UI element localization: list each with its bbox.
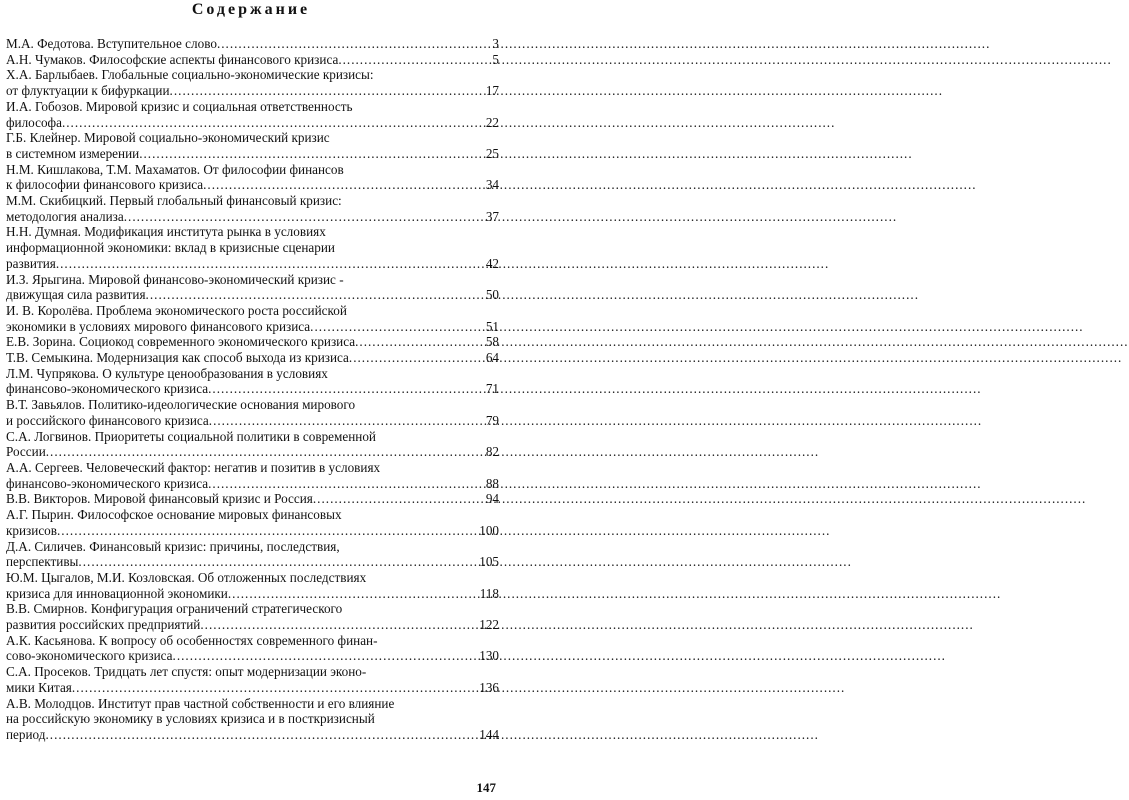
toc-entry-text: А.А. Сергеев. Человеческий фактор: негатив и позитив в условиях xyxy=(6,459,381,475)
toc-entry-text: России xyxy=(6,444,46,460)
toc-entry-page: 3 xyxy=(492,36,499,51)
toc-entry[interactable] xyxy=(6,664,499,695)
toc-entry-text: и российского финансового кризиса xyxy=(6,412,209,428)
toc-entry-text: Х.А. Барлыбаев. Глобальные социально-экономические кризисы: xyxy=(6,67,374,83)
toc-entry-last-line xyxy=(6,52,499,68)
toc-entry-last-line xyxy=(6,727,499,743)
page-title: Содержание xyxy=(191,1,311,18)
toc-entry-last-line xyxy=(6,476,499,492)
toc-entry[interactable] xyxy=(6,224,499,271)
toc-entry-page: 50 xyxy=(485,287,499,303)
toc-entry-page: 94 xyxy=(485,491,499,507)
toc-entry-text: экономики в условиях мирового финансового кризиса xyxy=(6,318,311,334)
toc-entry[interactable] xyxy=(6,601,499,632)
toc-entry-last-line xyxy=(6,146,499,162)
toc-entry[interactable] xyxy=(6,397,499,428)
toc-entry-last-line xyxy=(6,586,499,602)
dot-leader xyxy=(124,209,485,225)
toc-entry-last-line xyxy=(6,256,499,272)
toc-entry[interactable] xyxy=(6,162,499,193)
dot-leader xyxy=(217,36,491,52)
toc-entry-page: 58 xyxy=(485,334,499,350)
dot-leader xyxy=(72,680,478,696)
toc-entry-last-line xyxy=(6,491,499,507)
toc-entry-text: А.В. Молодцов. Институт прав частной собственности и его влияние xyxy=(6,695,395,711)
toc-entry-last-line xyxy=(6,319,499,335)
toc-entry-last-line xyxy=(6,287,499,303)
toc-entry-page: 105 xyxy=(479,554,499,570)
toc-entry-last-line xyxy=(6,648,499,664)
dot-leader xyxy=(56,256,485,272)
toc-entry[interactable] xyxy=(6,193,499,224)
toc-entry-page: 37 xyxy=(485,208,499,224)
toc-entry-text: кризиса для инновационной экономики xyxy=(6,585,228,601)
toc-entry[interactable] xyxy=(6,366,499,397)
toc-entry-text: В.В. Смирнов. Конфигурация ограничений стратегического xyxy=(6,601,343,617)
toc-entry-page: 34 xyxy=(485,177,499,193)
toc-entry-last-line xyxy=(6,444,499,460)
toc-entry-page: 79 xyxy=(485,412,499,428)
toc-entry-text: методология анализа xyxy=(6,208,124,224)
dot-leader xyxy=(313,491,485,507)
toc-entry-page: 122 xyxy=(479,617,499,633)
toc-entry-page: 88 xyxy=(485,475,499,491)
toc-entry-text: А.К. Касьянова. К вопросу об особенностях современного финан- xyxy=(6,632,378,648)
toc-entry-text: Ю.М. Цыгалов, М.И. Козловская. Об отложенных последствиях xyxy=(6,569,367,585)
toc-entry-text: перспективы xyxy=(6,554,79,570)
toc-entry-text: финансово-экономического кризиса xyxy=(6,475,209,491)
toc-entry-page: 22 xyxy=(485,114,499,130)
toc-entry-text: Т.В. Семыкина. Модернизация как способ выхода из кризиса xyxy=(6,350,349,366)
dot-leader xyxy=(57,523,478,539)
toc-entry-text: А.Н. Чумаков. Философские аспекты финансового кризиса xyxy=(6,51,339,67)
toc-entry-last-line xyxy=(6,680,499,696)
toc-entry-text: информационной экономики: вклад в кризисные сценарии xyxy=(6,240,335,256)
toc-entry[interactable] xyxy=(6,633,499,664)
toc-entry-text: Д.А. Силичев. Финансовый кризис: причины, последствия, xyxy=(6,538,340,554)
toc-entry[interactable] xyxy=(6,696,499,743)
toc-entry-text: период xyxy=(6,726,46,742)
dot-leader xyxy=(203,177,485,193)
toc-entry-text: финансово-экономического кризиса xyxy=(6,381,209,397)
toc-entry-text: Н.Н. Думная. Модификация института рынка в условиях xyxy=(6,224,326,240)
toc-entry-last-line xyxy=(6,617,499,633)
dot-leader xyxy=(209,413,485,429)
dot-leader xyxy=(208,381,485,397)
toc-entry-text: движущая сила развития xyxy=(6,287,146,303)
toc-entry-page: 82 xyxy=(485,444,499,460)
toc-entry-last-line xyxy=(6,334,499,350)
toc-entry-text: С.А. Просеков. Тридцать лет спустя: опыт модернизации эконо- xyxy=(6,664,367,680)
dot-leader xyxy=(208,476,485,492)
toc-entry-text: от флуктуации к бифуркации xyxy=(6,83,170,99)
toc-entry-text: кризисов xyxy=(6,522,57,538)
toc-entry-page: 118 xyxy=(479,585,499,601)
dot-leader xyxy=(228,586,479,602)
toc-entry-page: 25 xyxy=(485,145,499,161)
toc-entry-text: В.Т. Завьялов. Политико-идеологические основания мирового xyxy=(6,397,356,413)
toc-entry[interactable] xyxy=(6,460,499,491)
toc-entry[interactable] xyxy=(6,491,499,507)
toc-entry-page: 136 xyxy=(479,679,499,695)
dot-leader xyxy=(46,727,479,743)
toc-entry-text: философа xyxy=(6,114,62,130)
dot-leader xyxy=(78,554,478,570)
toc-entry[interactable] xyxy=(6,67,499,98)
toc-entry-text: к философии финансового кризиса xyxy=(6,177,204,193)
toc-entry-page: 71 xyxy=(485,381,499,397)
toc-entry-text: С.А. Логвинов. Приоритеты социальной политики в современной xyxy=(6,428,376,444)
toc-entry[interactable] xyxy=(6,272,499,303)
toc-entry-text: Г.Б. Клейнер. Мировой социально-экономический кризис xyxy=(6,130,330,146)
toc-entry-text: на российскую экономику в условиях кризиса и в посткризисный xyxy=(6,711,375,727)
dot-leader xyxy=(46,444,485,460)
dot-leader xyxy=(310,319,485,335)
toc-entry-last-line xyxy=(6,177,499,193)
toc-entry-text: И.А. Гобозов. Мировой кризис и социальная ответственность xyxy=(6,98,353,114)
toc-entry-last-line xyxy=(6,209,499,225)
toc-entry-text: И.З. Ярыгина. Мировой финансово-экономический кризис - xyxy=(6,271,344,287)
toc-entry-text: М.А. Федотова. Вступительное слово xyxy=(6,36,217,51)
toc-entry[interactable] xyxy=(6,52,499,68)
toc-entry-last-line xyxy=(6,381,499,397)
toc-entry-page: 64 xyxy=(485,350,499,366)
toc-entry-last-line xyxy=(6,350,499,366)
toc-entry-text: А.Г. Пырин. Философское основание мировых финансовых xyxy=(6,507,342,523)
toc-entry-text: В.В. Викторов. Мировой финансовый кризис и Россия xyxy=(6,491,313,507)
toc-entry-text: мики Китая xyxy=(6,679,72,695)
dot-leader xyxy=(173,648,479,664)
toc-entry-text: Л.М. Чупрякова. О культуре ценообразования в условиях xyxy=(6,365,328,381)
toc-entry[interactable] xyxy=(6,130,499,161)
toc-entry-page: 100 xyxy=(479,522,499,538)
dot-leader xyxy=(146,287,485,303)
toc-entry-text: развития xyxy=(6,255,56,271)
toc-entry-last-line xyxy=(6,523,499,539)
toc-entry-text: И. В. Королёва. Проблема экономического роста российской xyxy=(6,302,347,318)
page-number: 147 xyxy=(476,780,496,795)
toc-entry-page: 51 xyxy=(485,318,499,334)
toc-entry-last-line xyxy=(6,413,499,429)
toc-entry[interactable] xyxy=(6,303,499,334)
toc-entry-last-line xyxy=(6,554,499,570)
toc-entry-page: 42 xyxy=(485,255,499,271)
toc-entry-text: Н.М. Кишлакова, Т.М. Махаматов. От философии финансов xyxy=(6,161,344,177)
dot-leader xyxy=(139,146,485,162)
toc-entry-last-line xyxy=(6,115,499,131)
toc-entry-page: 144 xyxy=(479,726,499,742)
table-of-contents xyxy=(6,36,499,743)
toc-entry-page: 17 xyxy=(485,83,499,99)
dot-leader xyxy=(349,350,485,366)
toc-entry[interactable] xyxy=(6,429,499,460)
dot-leader xyxy=(170,83,485,99)
toc-entry-text: сово-экономического кризиса xyxy=(6,648,173,664)
toc-entry[interactable] xyxy=(6,539,499,570)
toc-entry-last-line xyxy=(6,36,499,52)
toc-entry-page: 130 xyxy=(479,648,499,664)
dot-leader xyxy=(355,334,485,350)
toc-entry[interactable] xyxy=(6,99,499,130)
toc-entry-text: Е.В. Зорина. Социокод современного экономического кризиса xyxy=(6,334,356,350)
dot-leader xyxy=(62,115,485,131)
dot-leader xyxy=(200,617,478,633)
toc-entry-text: в системном измерении xyxy=(6,145,140,161)
dot-leader xyxy=(338,52,491,68)
toc-entry-text: М.М. Скибицкий. Первый глобальный финансовый кризис: xyxy=(6,193,342,209)
toc-entry-text: развития российских предприятий xyxy=(6,617,201,633)
toc-entry[interactable] xyxy=(6,507,499,538)
toc-entry-page: 5 xyxy=(492,51,499,67)
toc-entry[interactable] xyxy=(6,36,499,52)
toc-entry[interactable] xyxy=(6,334,499,350)
toc-entry-last-line xyxy=(6,83,499,99)
toc-entry[interactable] xyxy=(6,570,499,601)
toc-entry[interactable] xyxy=(6,350,499,366)
